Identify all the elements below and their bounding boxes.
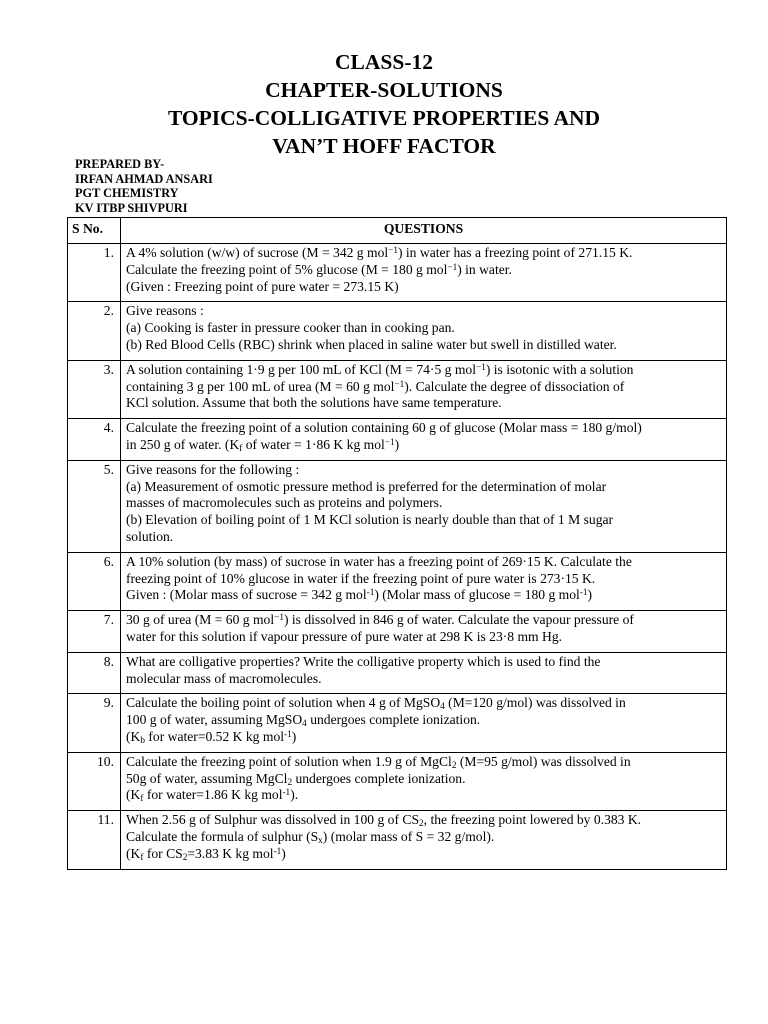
question-line: in 250 g of water. ($K_f$ of water = 1·86 K kg mol$^{-1}$) — [126, 436, 400, 453]
author-school: KV ITBP SHIVPURI — [75, 200, 188, 215]
question-number: 10. — [68, 752, 121, 810]
question-line: (Given : Freezing point of pure water = 273.15 K) — [126, 278, 399, 294]
question-line: (b) Red Blood Cells (RBC) shrink when placed in saline water but swell in distilled water. — [126, 336, 617, 352]
table-row — [68, 611, 727, 653]
question-line: Give reasons for the following : — [126, 461, 300, 477]
column-header-sno: S No. — [68, 218, 121, 244]
question-line: masses of macromolecules such as proteins and polymers. — [126, 495, 443, 511]
table-row — [68, 552, 727, 610]
question-line: molecular mass of macromolecules. — [126, 670, 322, 686]
author-block — [75, 157, 213, 215]
question-line: water for this solution if vapour pressure of pure water at 298 K is 23·8 mm Hg. — [126, 628, 563, 644]
question-line: Calculate the freezing point of 5% glucose (M = 180 g mol$^{-1}$) in water. — [126, 261, 512, 277]
question-line: ($K_b$ for water=0.52 K kg mol$^{-1}$) — [126, 728, 297, 745]
question-number: 4. — [68, 419, 121, 461]
question-line: (a) Measurement of osmotic pressure method is preferred for the determination of molar — [126, 478, 607, 494]
topics-heading-line1: TOPICS-COLLIGATIVE PROPERTIES AND — [167, 106, 601, 130]
question-number: 5. — [68, 460, 121, 552]
question-line: containing 3 g per 100 mL of urea (M = 60 g mol$^{-1}$). Calculate the degree of dissociation of — [126, 378, 625, 394]
question-text — [121, 302, 727, 360]
prepared-by-label: PREPARED BY- — [75, 157, 165, 171]
table-row — [68, 752, 727, 810]
question-line: Give reasons : — [126, 303, 204, 319]
question-line: A 4% solution (w/w) of sucrose (M = 342 g mol$^{-1}$) in water has a freezing point of 271.15 K. — [126, 244, 633, 260]
question-line: 50g of water, assuming MgCl$_2$ undergoes complete ionization. — [126, 770, 466, 787]
question-line: ($K_f$ for water=1.86 K kg mol$^{-1}$). — [126, 787, 299, 804]
question-text — [121, 244, 727, 302]
question-line: What are colligative properties? Write the colligative property which is used to find the — [126, 653, 601, 669]
question-line: freezing point of 10% glucose in water if the freezing point of pure water is 273·15 K. — [126, 570, 596, 586]
author-name: IRFAN AHMAD ANSARI — [75, 171, 213, 186]
table-row — [68, 244, 727, 302]
chapter-heading: CHAPTER-SOLUTIONS — [265, 78, 503, 102]
question-number: 9. — [68, 694, 121, 752]
table-row — [68, 811, 727, 869]
question-text — [121, 419, 727, 461]
question-line: A solution containing 1·9 g per 100 mL of KCl (M = 74·5 g mol$^{-1}$) is isotonic with a solution — [126, 361, 634, 377]
question-number: 11. — [68, 811, 121, 869]
author-designation: PGT CHEMISTRY — [75, 186, 179, 201]
question-text — [121, 360, 727, 418]
questions-table — [67, 217, 727, 870]
column-header-questions: QUESTIONS — [121, 218, 727, 244]
question-line: KCl solution. Assume that both the solutions have same temperature. — [126, 395, 502, 411]
question-number: 7. — [68, 611, 121, 653]
question-text — [121, 811, 727, 869]
question-number: 8. — [68, 652, 121, 694]
question-text — [121, 752, 727, 810]
question-line: When 2.56 g of Sulphur was dissolved in 100 g of $CS_2$, the freezing point lowered by 0.383 K. — [126, 812, 642, 828]
question-line: (a) Cooking is faster in pressure cooker than in cooking pan. — [126, 320, 455, 336]
question-line: (b) Elevation of boiling point of 1 M KCl solution is nearly double than that of 1 M sugar — [126, 512, 614, 528]
question-line: Given : (Molar mass of sucrose = 342 g mol$^{-1}$) (Molar mass of glucose = 180 g mol$^{-1}$) — [126, 587, 593, 603]
question-line: solution. — [126, 528, 174, 544]
class-heading: CLASS-12 — [335, 50, 433, 74]
question-text — [121, 694, 727, 752]
question-line: Calculate the freezing point of a solution containing 60 g of glucose (Molar mass = 180 g/mol) — [126, 420, 642, 436]
question-line: Calculate the formula of sulphur $(S_x)$ (molar mass of S = 32 g/mol). — [126, 828, 495, 845]
question-line: Calculate the boiling point of solution when 4 g of MgSO$_4$ (M=120 g/mol) was dissolved in — [126, 695, 626, 712]
table-row — [68, 302, 727, 360]
questions-body — [68, 244, 727, 870]
question-line: 100 g of water, assuming MgSO$_4$ undergoes complete ionization. — [126, 712, 481, 728]
question-number: 3. — [68, 360, 121, 418]
question-text — [121, 552, 727, 610]
question-text — [121, 652, 727, 694]
question-line: ($K_f$ for $CS_2=3.83$ K kg mol$^{-1}$) — [126, 845, 286, 862]
question-number: 1. — [68, 244, 121, 302]
question-line: 30 g of urea (M = 60 g mol$^{-1}$) is dissolved in 846 g of water. Calculate the vapour pressure of — [126, 611, 634, 628]
question-number: 6. — [68, 552, 121, 610]
question-line: A 10% solution (by mass) of sucrose in water has a freezing point of 269·15 K. Calculate the — [126, 553, 632, 569]
question-number: 2. — [68, 302, 121, 360]
question-text — [121, 460, 727, 552]
document-title — [0, 48, 768, 160]
table-row — [68, 460, 727, 552]
topics-heading-line2: VAN’T HOFF FACTOR — [272, 134, 496, 158]
table-row — [68, 694, 727, 752]
table-header-row — [68, 218, 727, 244]
question-line: Calculate the freezing point of solution when 1.9 g of MgCl$_2$ (M=95 g/mol) was dissolved in — [126, 753, 631, 770]
table-row — [68, 652, 727, 694]
table-row — [68, 360, 727, 418]
table-row — [68, 419, 727, 461]
question-text — [121, 611, 727, 653]
